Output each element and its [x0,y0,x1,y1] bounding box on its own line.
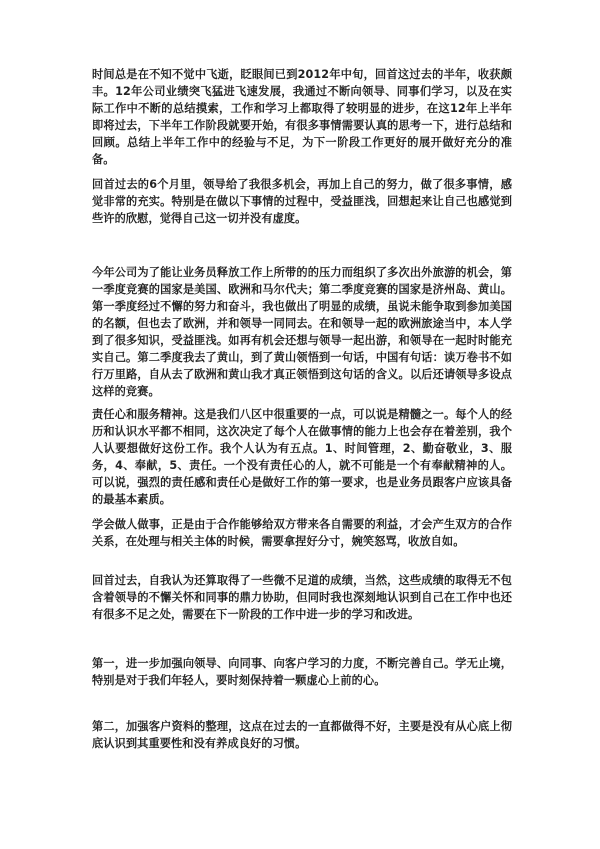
paragraph-second-improvement: 第二，加强客户资料的整理，这点在过去的一直都做得不好，主要是没有从心底上彻底认识到其重要性和没有养成良好的习惯。 [92,720,512,750]
paragraph-travel-incentives: 今年公司为了能让业务员释放工作上所带的的压力而组织了多次出外旅游的机会，第一季度竞赛的国家是美国、欧洲和马尔代夫；第二季度竞赛的国家是济州岛、黄山。第一季度经过不懈的努力和奋斗，我也做出了明显的成绩，虽说未能争取到参加美国的名额，但也去了欧洲，并和领导一同同去。在和领导一起的欧洲旅途当中，本人学到了很多知识，受益匪浅。如再有机会还想与领导一起出游，和领导在一起时时能充实自己。第二季度我去了黄山，到了黄山领悟到一句话，中国有句话：读万卷书不如行万里路，自从去了欧洲和黄山我才真正领悟到这句话的含义。以后还请领导多设点这样的竞赛。 [92,266,512,398]
paragraph-reflection: 回首过去，自我认为还算取得了一些微不足道的成绩，当然，这些成绩的取得无不包含着领导的不懈关怀和同事的鼎力协助，但同时我也深刻地认识到自己在工作中也还有很多不足之处，需要在下一阶段的工作中进一步的学习和改进。 [92,574,512,621]
paragraph-opening: 时间总是在不知不觉中飞逝，眨眼间已到2012年中旬，回首这过去的半年，收获颇丰。12年公司业绩突飞猛进飞速发展，我通过不断向领导、同事们学习，以及在实际工作中不断的总结摸索，工作和学习上都取得了较明显的进步，在这12年上半年即将过去，下半年工作阶段就要开始，有很多事情需要认真的思考一下，进行总结和回顾。总结上半年工作中的经验与不足，为下一阶段工作更好的展开做好充分的准备。 [92,68,512,166]
paragraph-six-months-review: 回首过去的6个月里，领导给了我很多机会，再加上自己的努力，做了很多事情，感觉非常的充实。特别是在做以下事情的过程中，受益匪浅，回想起来让自己也感觉到些许的欣慰，觉得自己这一切并没有虚度。 [92,178,512,225]
paragraph-responsibility: 责任心和服务精神。这是我们八区中很重要的一点，可以说是精髓之一。每个人的经历和认识水平都不相同，这次决定了每个人在做事情的能力上也会存在着差别，我个人认要想做好这份工作。我个人认为有五点。1、时间管理，2、勤奋敬业，3、服务，4、奉献，5、责任。一个没有责任心的人，就不可能是一个有奉献精神的人。可以说，强烈的责任感和责任心是做好工作的第一要求，也是业务员跟客户应该具备的最基本素质。 [92,408,512,506]
paragraph-first-improvement: 第一，进一步加强向领导、向同事、向客户学习的力度，不断完善自己。学无止境，特别是对于我们年轻人，要时刻保持着一颗虚心上前的心。 [92,657,512,687]
paragraph-cooperation: 学会做人做事，正是由于合作能够给双方带来各自需要的利益，才会产生双方的合作关系，在处理与相关主体的时候，需要拿捏好分寸，婉笑怒骂，收放自如。 [92,518,512,548]
